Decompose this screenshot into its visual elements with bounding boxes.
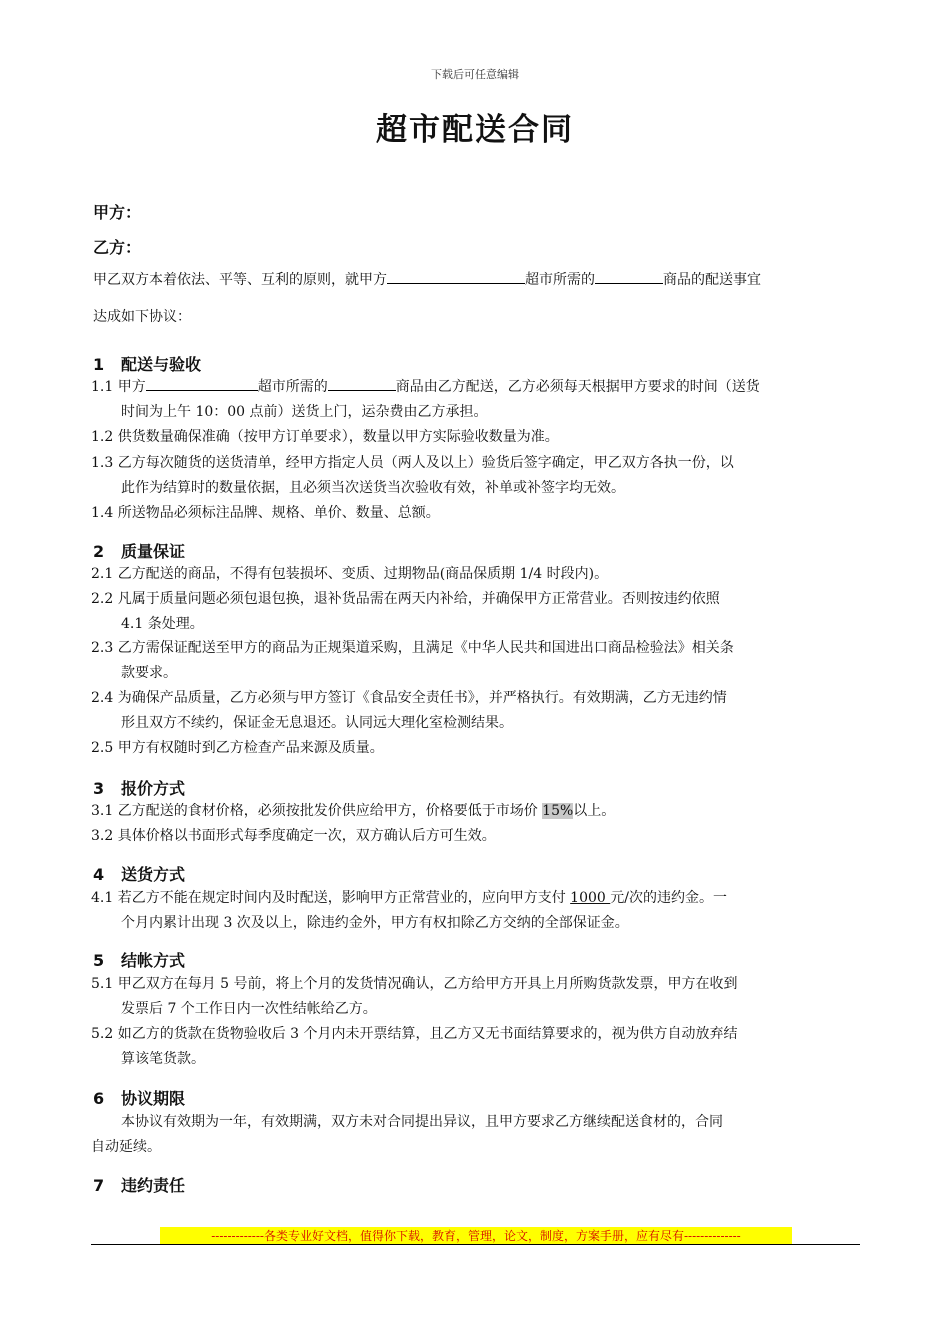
intro-text-1: 甲乙双方本着依法、平等、互利的原则，就甲方	[93, 272, 387, 288]
footer-divider	[91, 1244, 860, 1245]
clause-2-3: 2.3 乙方需保证配送至甲方的商品为正规渠道采购，且满足《中华人民共和国进出口商品检验法》相关条 款要求。	[91, 640, 734, 681]
clause-2-5: 2.5 甲方有权随时到乙方检查产品来源及质量。	[91, 740, 384, 756]
blank-line	[146, 375, 258, 391]
section-heading-3: 3 报价方式	[93, 779, 186, 798]
clause-2-1: 2.1 乙方配送的商品，不得有包装损坏、变质、过期物品(商品保质期 1/4 时段内)。	[91, 566, 609, 582]
clause-1-2: 1.2 供货数量确保准确（按甲方订单要求），数量以甲方实际验收数量为准。	[91, 429, 559, 445]
page-title: 超市配送合同	[376, 112, 574, 148]
section-heading-4: 4 送货方式	[93, 865, 186, 884]
party-a-label: 甲方：	[93, 203, 142, 222]
blank-line	[328, 375, 396, 391]
penalty-amount: 1000	[570, 890, 611, 906]
clause-5-1: 5.1 甲乙双方在每月 5 号前，将上个月的发货情况确认，乙方给甲方开具上月所购货款发票，甲方在收到 发票后 7 个工作日内一次性结帐给乙方。	[91, 976, 738, 1017]
clause-2-2: 2.2 凡属于质量问题必须包退包换，退补货品需在两天内补给，并确保甲方正常营业。否则按违约依照 4.1 条处理。	[91, 591, 720, 632]
intro-paragraph	[93, 268, 858, 329]
clause-3-1: 3.1 乙方配送的食材价格，必须按批发价供应给甲方，价格要低于市场价 15%以上。	[91, 803, 616, 819]
intro-text-4: 达成如下协议：	[93, 309, 191, 325]
intro-text-3: 商品的配送事宜	[663, 272, 761, 288]
clause-5-2: 5.2 如乙方的货款在货物验收后 3 个月内未开票结算，且乙方又无书面结算要求的，视为供方自动放弃结 算该笔货款。	[91, 1026, 738, 1067]
blank-line	[387, 268, 525, 284]
section-heading-6: 6 协议期限	[93, 1089, 186, 1108]
section-heading-1: 1 配送与验收	[93, 355, 202, 374]
clause-6-text: 本协议有效期为一年，有效期满，双方未对合同提出异议，且甲方要求乙方继续配送食材的，合同 自动延续。	[91, 1114, 723, 1155]
intro-text-2: 超市所需的	[525, 272, 595, 288]
blank-line	[595, 268, 663, 284]
footer-ad-banner: -------------各类专业好文档，值得你下载，教育，管理，论文，制度，方案手册，应有尽有--------------	[160, 1227, 792, 1245]
clause-1-1: 1.1 甲方 超市所需的 商品由乙方配送，乙方必须每天根据甲方要求的时间（送货 时间为上午 10：00 点前）送货上门，运杂费由乙方承担。	[91, 375, 861, 425]
clause-2-4: 2.4 为确保产品质量，乙方必须与甲方签订《食品安全责任书》，并严格执行。有效期满，乙方无违约情 形且双方不续约，保证金无息退还。认同远大理化室检测结果。	[91, 690, 727, 731]
clause-1-4: 1.4 所送物品必须标注品牌、规格、单价、数量、总额。	[91, 505, 440, 521]
clause-4-1: 4.1 若乙方不能在规定时间内及时配送，影响甲方正常营业的，应向甲方支付 1000 元/次的违约金。一 个月内累计出现 3 次及以上，除违约金外，甲方有权扣除乙方交纳的全部保证金。	[91, 890, 727, 931]
header-note: 下载后可任意编辑	[431, 68, 519, 81]
section-heading-5: 5 结帐方式	[93, 951, 186, 970]
section-heading-7: 7 违约责任	[93, 1176, 186, 1195]
clause-1-3: 1.3 乙方每次随货的送货清单，经甲方指定人员（两人及以上）验货后签字确定，甲乙双方各执一份，以 此作为结算时的数量依据，且必须当次送货当次验收有效，补单或补签字均无效。	[91, 455, 734, 496]
highlighted-percent: 15%	[542, 803, 574, 819]
clause-3-2: 3.2 具体价格以书面形式每季度确定一次，双方确认后方可生效。	[91, 828, 496, 844]
section-heading-2: 2 质量保证	[93, 542, 186, 561]
party-b-label: 乙方：	[93, 238, 142, 257]
